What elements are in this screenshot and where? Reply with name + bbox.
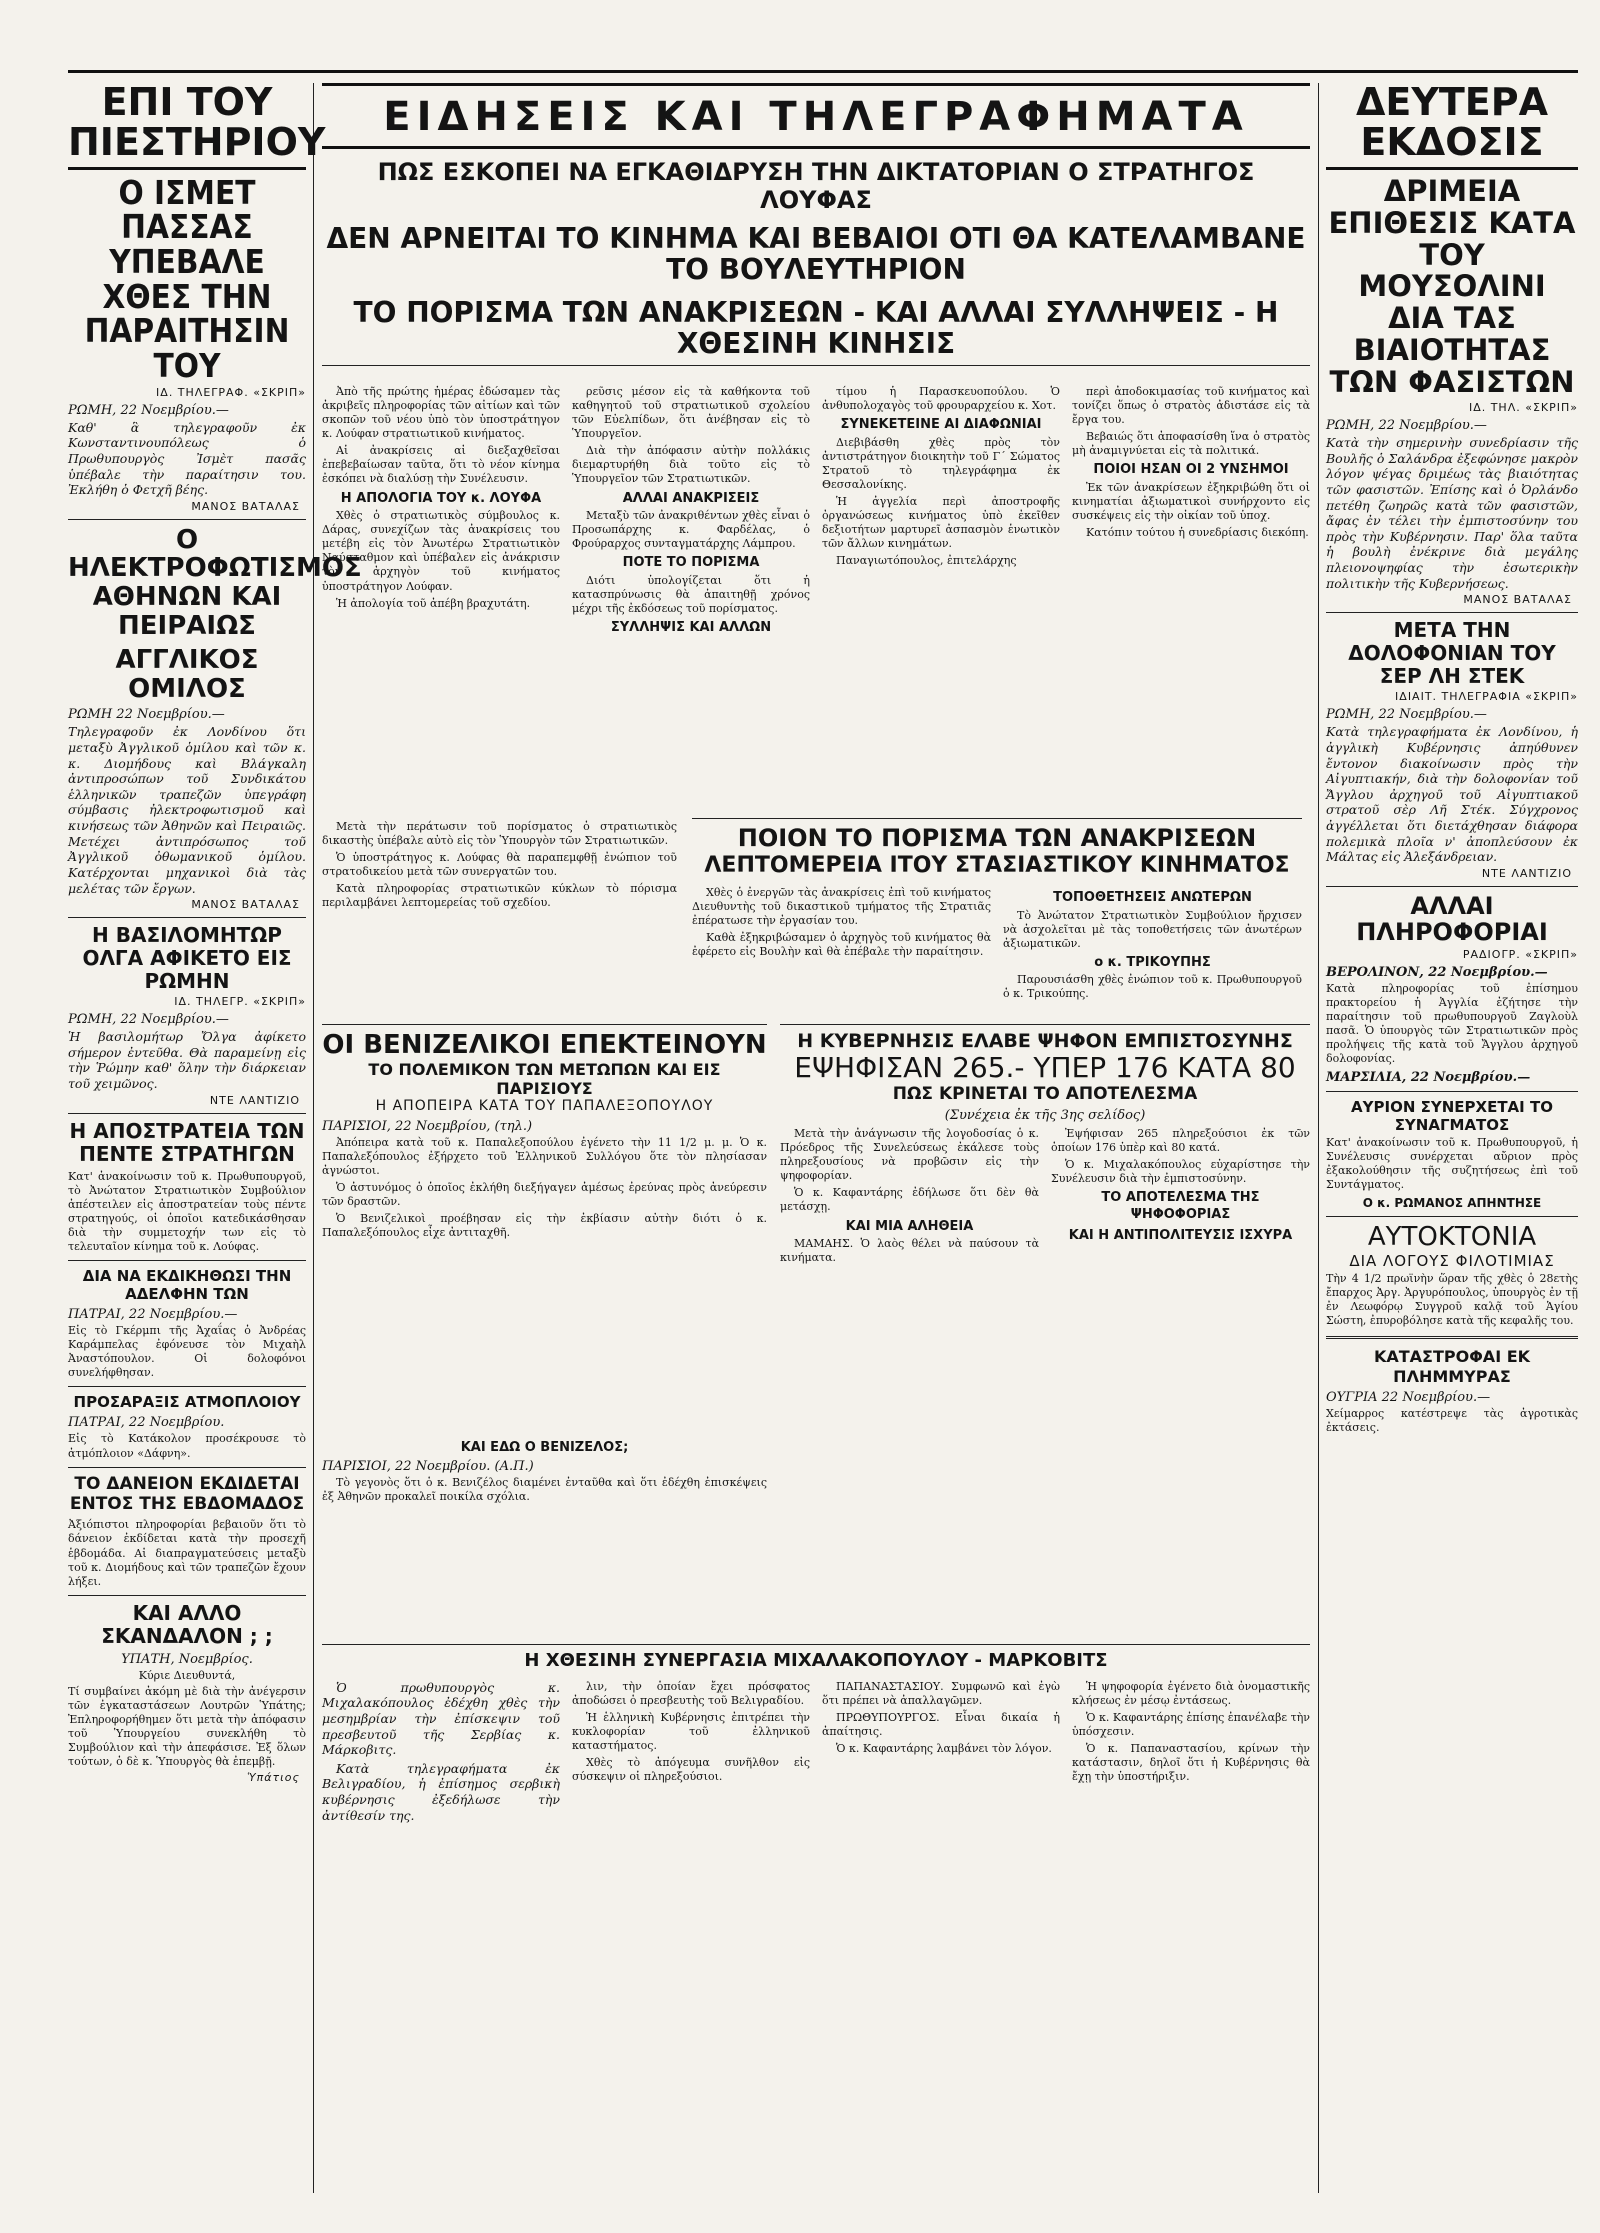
- porisma-tag-2: ο κ. ΤΡΙΚΟΥΠΗΣ: [1094, 954, 1211, 970]
- olga-headline: Η ΒΑΣΙΛΟΜΗΤΩΡ ΟΛΓΑ ΑΦΙΚΕΤΟ ΕΙΣ ΡΩΜΗΝ: [82, 923, 292, 994]
- vouli-col-1: Μετὰ τὴν ἀνάγνωσιν τῆς λογοδοσίας ὁ κ. Πρόεδρος τῆς Συνελεύσεως ἐκάλεσε τοὺς πληρεξουσίους νὰ προβῶσιν εἰς τὴν ψηφοφορίαν. Ὁ κ. Καφαντάρης ἐδήλωσε ὅτι δὲν θὰ μετάσχῃ. ΚΑΙ ΜΙΑ ΑΛΗΘΕΙΑ ΜΑΜΑΗΣ. Ὁ λαὸς θέλει νὰ παύσουν τὰ κινήματα.: [780, 1127, 1039, 1265]
- markovits-col-1: Ὁ πρωθυπουργὸς κ. Μιχαλακόπουλος ἐδέχθη χθὲς τὴν μεσημβρίαν τὴν ἐπίσκεψιν τοῦ πρεσβευτοῦ τῆς Σερβίας κ. Μάρκοβιτς. Κατὰ τηλεγραφήματα ἐκ Βελιγραδίου, ἡ ἐπίσημος σερβικὴ κυβέρνησις ἐξεδήλωσε τὴν ἀντίθεσίν της.: [322, 1679, 560, 1823]
- center-column: [322, 83, 1310, 2213]
- ismet-headline: Ο ΙΣΜΕΤ ΠΑΣΣΑΣ ΥΠΕΒΑΛΕ ΧΘΕΣ ΤΗΝ ΠΑΡΑΙΤΗΣΙΝ ΤΟΥ: [84, 172, 290, 385]
- article-daneion: [68, 1474, 306, 1589]
- center-band: ΕΙΔΗΣΕΙΣ ΚΑΙ ΤΗΛΕΓΡΑΦΗΜΑΤΑ: [322, 83, 1310, 149]
- right-column: [1326, 80, 1578, 2213]
- porisma-tag-1: ΤΟΠΟΘΕΤΗΣΕΙΣ ΑΝΩΤΕΡΩΝ: [1053, 889, 1252, 905]
- apostrateia-headline: Η ΑΠΟΣΤΡΑΤΕΙΑ ΤΩΝ ΠΕΝΤΕ ΣΤΡΑΤΗΓΩΝ: [69, 1118, 305, 1166]
- venizelikoi-sub2: Η ΑΠΟΠΕΙΡΑ ΚΑΤΑ ΤΟΥ ΠΑΠΑΛΕΞΟΠΟΥΛΟΥ: [375, 1097, 714, 1114]
- stek-dateline: ΡΩΜΗ, 22 Νοεμβρίου.—: [1326, 707, 1487, 723]
- venizelikoi-dateline: ΠΑΡΙΣΙΟΙ, 22 Νοεμβρίου, (τηλ.): [322, 1118, 533, 1134]
- aytoktonia-headline: ΑΥΤΟΚΤΟΝΙΑ: [1367, 1222, 1537, 1253]
- tilegrafites-text: Εἰς τὸ Γκέρμπι τῆς Ἀχαΐας ὁ Ἀνδρέας Καράμπελας ἐφόνευσε τὸν Μιχαὴλ Ἀναστόπουλον. Οἱ δολοφόνοι συνελήφθησαν.: [68, 1324, 306, 1380]
- vouli-headline: Η ΚΥΒΕΡΝΗΣΙΣ ΕΛΑΒΕ ΨΗΦΟΝ ΕΜΠΙΣΤΟΣΥΝΗΣ: [797, 1030, 1293, 1052]
- olga-dateline: ΡΩΜΗ, 22 Νοεμβρίου.—: [68, 1012, 229, 1028]
- electro-sig: ΜΑΝΟΣ ΒΑΤΑΛΑΣ: [191, 898, 300, 912]
- vouli-tag-2: ΤΟ ΑΠΟΤΕΛΕΣΜΑ ΤΗΣ ΨΗΦΟΦΟΡΙΑΣ: [1101, 1190, 1260, 1222]
- left-band: ΕΠΙ ΤΟΥ ΠΙΕΣΤΗΡΙΟΥ: [68, 83, 306, 170]
- skandalon-sig: Ὑπάτιος: [246, 1771, 300, 1785]
- article-markovits: [322, 1638, 1310, 2158]
- plirofories-dateline-2: ΜΑΡΣΙΛΙΑ, 22 Νοεμβρίου.—: [1326, 1070, 1531, 1086]
- atmoploion-text: Εἰς τὸ Κατάκολον προσέκρουσε τὸ ἀτμόπλοιον «Δάφνη».: [68, 1432, 306, 1460]
- sub-pyoi: ΠΟΙΟΙ ΗΣΑΝ ΟΙ 2 ΥΝΣΗΜΟΙ: [1093, 462, 1289, 478]
- right-band: ΔΕΥΤΕΡΑ ΕΚΔΟΣΙΣ: [1326, 83, 1578, 170]
- skandalon-text: Τί συμβαίνει ἀκόμη μὲ διὰ τὴν ἀνέγερσιν τῶν ἐγκαταστάσεων Λουτρῶν Ὑπάτης; Ἐπληροφορήθημεν ὅτι μετὰ τὴν ἀπόφασιν τοῦ Ὑπουργείου συνεκλήθη τὸ Συμβούλιον καὶ τὴν ἀπεφάσισε. Ἐξ ὅλων τούτων, ὁ δὲ κ. Ὑπουργὸς θὰ ἐπεμβῇ.: [68, 1684, 306, 1769]
- center-col-3: τίμου ἡ Παρασκευοπούλου. Ὁ ἀνθυπολοχαγὸς τοῦ φρουραρχείου κ. Χοτ. ΣΥΝΕΚΕΤΕΙΝΕ ΑΙ ΔΙΑΦΩΝΙΑΙ Διεβιβάσθη χθὲς πρὸς τὸν ἀντιστράτηγον διοικητὴν τοῦ Γ΄ Σώματος Στρατοῦ τὸ τηλεγράφημα ἐκ Θεσσαλονίκης. Ἡ ἀγγελία περὶ ἀποστροφῆς ὀργανώσεως κινήματος ὑπὸ ἐκεῖθεν δεξιοτήτων μαρτυρεῖ ἀσπασμὸν ἑνωτικὸν τῶν ἄλλων κινημάτων. Παναγιωτόπουλος, ἐπιτελάρχης: [822, 385, 1060, 568]
- stek-sig: ΝΤΕ ΛΑΝΤΙΖΙΟ: [1481, 866, 1572, 880]
- sub-porisma: ΠΟΤΕ ΤΟ ΠΟΡΙΣΜΑ: [622, 555, 760, 571]
- venizelikoi-sub: ΤΟ ΠΟΛΕΜΙΚΟΝ ΤΩΝ ΜΕΤΩΠΩΝ ΚΑΙ ΕΙΣ ΠΑΡΙΣΙΟΥΣ: [368, 1059, 721, 1098]
- olga-text: Ἡ βασιλομήτωρ Ὄλγα ἀφίκετο σήμερον ἐντεῦθα. Θὰ παραμείνῃ εἰς τὴν Ῥώμην καθ' ὅλην τὴν διάρκειαν τοῦ χειμῶνος.: [68, 1029, 306, 1092]
- olga-source: ΙΔ. ΤΗΛΕΓΡ. «ΣΚΡΙΠ»: [174, 995, 306, 1009]
- article-synagermos: [1326, 1098, 1578, 1210]
- skandalon-dateline: ΥΠΑΤΗ, Νοεμβρίος.: [121, 1651, 253, 1667]
- porisma-headline: ΠΟΙΟΝ ΤΟ ΠΟΡΙΣΜΑ ΤΩΝ ΑΝΑΚΡΙΣΕΩΝ: [692, 818, 1302, 853]
- venizelikoi-headline: ΟΙ ΒΕΝΙΖΕΛΙΚΟΙ ΕΠΕΚΤΕΙΝΟΥΝ: [322, 1030, 767, 1060]
- center-headline-2: ΔΕΝ ΑΡΝΕΙΤΑΙ ΤΟ ΚΙΝΗΜΑ ΚΑΙ ΒΕΒΑΙΟΙ ΟΤΙ ΘΑ ΚΑΤΕΛΑΜΒΑΝΕ ΤΟ ΒΟΥΛΕΥΤΗΡΙΟΝ: [326, 222, 1306, 286]
- fascist-dateline: ΡΩΜΗ, 22 Νοεμβρίου.—: [1326, 418, 1487, 434]
- fascist-text: Κατὰ τὴν σημερινὴν συνεδρίασιν τῆς Βουλῆς ὁ Σαλάνδρα ἐξεφώνησε μακρὸν λόγον ψέγας δριμέως τὰς βιαιότητας τῶν φασιστῶν. Ἐπίσης καὶ ὁ Ὀρλάνδο πετέθη ζωηρῶς κατὰ τῶν φασιστῶν, ἄφας ἐν τέλει τὴν ἐμπιστοσύνην του πρὸς τὴν Κυβέρνησιν. Παρ' ὅλα ταῦτα ἡ βουλὴ ἐνέκρινε διὰ μεγάλης πλειονοψηφίας τὴν ἐσωτερικὴν πολιτικὴν τῆς Κυβερνήσεως.: [1326, 435, 1578, 591]
- fascist-sig: ΜΑΝΟΣ ΒΑΤΑΛΑΣ: [1463, 593, 1572, 607]
- katastrofi-dateline: ΟΥΓΡΙΑ 22 Νοεμβρίου.—: [1326, 1389, 1491, 1405]
- article-olga: [68, 924, 306, 1107]
- plirofories-text: Κατὰ πληροφορίας τοῦ ἐπίσημου πρακτορείου ἡ Ἀγγλία ἐζήτησε τὴν παραίτησιν τοῦ πρωθυπουργοῦ Ζαγλοὺλ πασᾶ. Ὁ ὑπουργὸς τῶν Στρατιωτικῶν πρὸς προλήψεις τῆς κατὰ τοῦ Ἄγγλου ἀρχηγοῦ δολοφονίας.: [1326, 981, 1578, 1066]
- article-venizelikoi: [322, 1018, 767, 1588]
- olga-sig: ΝΤΕ ΛΑΝΤΙΖΙΟ: [209, 1093, 300, 1107]
- skandalon-salute: Κύριε Διευθυντά,: [138, 1668, 236, 1682]
- article-fascist: [1326, 173, 1578, 607]
- ismet-sig: ΜΑΝΟΣ ΒΑΤΑΛΑΣ: [191, 499, 300, 513]
- article-stek: [1326, 619, 1578, 880]
- article-plirofories: [1326, 893, 1578, 1085]
- stek-headline: ΜΕΤΑ ΤΗΝ ΔΟΛΟΦΟΝΙΑΝ ΤΟΥ ΣΕΡ ΛΗ ΣΤΕΚ: [1348, 618, 1556, 689]
- article-skandalon: [68, 1602, 306, 1785]
- porisma-col-1: Χθὲς ὁ ἐνεργῶν τὰς ἀνακρίσεις ἐπὶ τοῦ κινήματος Διευθυντὴς τοῦ δικαστικοῦ τμήματος τῆς Στρατιᾶς ἐπέρατωσε τὴν ἐργασίαν του. Καθὰ ἐξηκριβώσαμεν ὁ ἀρχηγὸς τοῦ κινήματος θὰ ἐφέρετο εἰς Βουλὴν καὶ θὰ ἐπέβαλε τὴν παραίτησιν.: [692, 885, 991, 959]
- plirofories-source: ΡΑΔΙΟΓΡ. «ΣΚΡΙΠ»: [1462, 947, 1578, 961]
- electro-dateline: ΡΩΜΗ 22 Νοεμβρίου.—: [68, 707, 225, 723]
- skandalon-headline: ΚΑΙ ΑΛΛΟ ΣΚΑΝΔΑΛΟΝ ; ;: [101, 1600, 273, 1648]
- stek-source: ΙΔΙΑΙΤ. ΤΗΛΕΓΡΑΦΙΑ «ΣΚΡΙΠ»: [1395, 690, 1578, 704]
- electro-headline: Ο ΗΛΕΚΤΡΟΦΩΤΙΣΜΟΣ ΑΘΗΝΩΝ ΚΑΙ ΠΕΙΡΑΙΩΣ: [68, 524, 362, 641]
- left-column: [68, 80, 362, 2213]
- fascist-source: ΙΔ. ΤΗΛ. «ΣΚΡΙΠ»: [1468, 401, 1578, 415]
- tilegrafites-headline: ΔΙΑ ΝΑ ΕΚΔΙΚΗΘΩΣΙ ΤΗΝ ΑΔΕΛΦΗΝ ΤΩΝ: [82, 1267, 292, 1304]
- vouli-sub: ΕΨΗΦΙΣΑΝ 265.- ΥΠΕΡ 176 ΚΑΤΑ 80: [794, 1050, 1296, 1084]
- katastrofi-text: Χείμαρρος κατέστρεψε τὰς ἀγροτικὰς ἐκτάσεις.: [1326, 1406, 1578, 1434]
- sub-alles: ΑΛΛΑΙ ΑΝΑΚΡΙΣΕΙΣ: [622, 490, 760, 506]
- electro-sub: ΑΓΓΛΙΚΟΣ ΟΜΙΛΟΣ: [115, 645, 259, 704]
- fascist-headline: ΔΡΙΜΕΙΑ ΕΠΙΘΕΣΙΣ ΚΑΤΑ ΤΟΥ ΜΟΥΣΟΛΙΝΙ ΔΙΑ ΤΑΣ ΒΙΑΙΟΤΗΤΑΣ ΤΩΝ ΦΑΣΙΣΤΩΝ: [1328, 173, 1576, 400]
- vouli-tag-3: ΚΑΙ Η ΑΝΤΙΠΟΛΙΤΕΥΣΙΣ ΙΣΧΥΡΑ: [1068, 1227, 1293, 1243]
- venizelikoi-dateline-2: ΠΑΡΙΣΙΟΙ, 22 Νοεμβρίου. (Α.Π.): [322, 1458, 534, 1474]
- synagermos-text: Κατ' ἀνακοίνωσιν τοῦ κ. Πρωθυπουργοῦ, ἡ Συνέλευσις συνέρχεται αὔριον πρὸς ἐξακολούθησιν τῆς συζητήσεως ἐπὶ τοῦ Συντάγματος.: [1326, 1136, 1578, 1192]
- sub-diafwnia: ΣΥΝΕΚΕΤΕΙΝΕ ΑΙ ΔΙΑΦΩΝΙΑΙ: [840, 417, 1042, 433]
- vouli-sub2: ΠΩΣ ΚΡΙΝΕΤΑΙ ΤΟ ΑΠΟΤΕΛΕΣΜΑ: [892, 1083, 1198, 1104]
- markovits-headline: Η ΧΘΕΣΙΝΗ ΣΥΝΕΡΓΑΣΙΑ ΜΙΧΑΛΑΚΟΠΟΥΛΟΥ - ΜΑΡΚΟΒΙΤΣ: [524, 1650, 1108, 1671]
- vouli-tag-1: ΚΑΙ ΜΙΑ ΑΛΗΘΕΙΑ: [845, 1218, 974, 1234]
- synagermos-sig: Ο κ. ΡΩΜΑΝΟΣ ΑΠΗΝΤΗΣΕ: [1362, 1196, 1542, 1211]
- venizelikoi-text-2: Τὸ γεγονὸς ὅτι ὁ κ. Βενιζέλος διαμένει ἐνταῦθα καὶ ὅτι ἐδέχθη ἐπισκέψεις ἐξ Ἀθηνῶν προκαλεῖ ποικίλα σχόλια.: [322, 1475, 767, 1503]
- center-col-1: Ἀπὸ τῆς πρώτης ἡμέρας ἐδώσαμεν τὰς ἀκριβεῖς πληροφορίας τῶν αἰτίων καὶ τῶν σκοπῶν τοῦ νέου ὑπὸ τὸν ὑποστράτηγον κ. Λούφαν στρατιωτικοῦ κινήματος. Αἱ ἀνακρίσεις αἱ διεξαχθεῖσαι ἐπεβεβαίωσαν ταῦτα, ὅτι τὸ νέον κίνημα ἐσκόπει νὰ διαλύσῃ τὴν Συνέλευσιν. Η ΑΠΟΛΟΓΙΑ ΤΟΥ κ. ΛΟΥΦΑ Χθὲς ὁ στρατιωτικὸς σύμβουλος κ. Δάρας, συνεχίζων τὰς ἀνακρίσεις του μετέβη εἰς τὸν Ἀνωτέρω Στρατιωτικὸν Ναύσταθμον καὶ ὑπέβαλεν εἰς ἀνάκρισιν τὸν ἀρχηγὸν τοῦ κινήματος ὑποστράτηγον Λούφαν. Ἡ ἀπολογία τοῦ ἀπέβη βραχυτάτη.: [322, 385, 560, 610]
- center-col-4: περὶ ἀποδοκιμασίας τοῦ κινήματος καὶ τονίζει ὅπως ὁ στρατὸς ἀδιστάσε εἰς τὰ ἔργα του. Βεβαιώς ὅτι ἀποφασίσθη ἵνα ὁ στρατὸς μὴ ἀναμιγνύεται εἰς τὰ πολιτικά. ΠΟΙΟΙ ΗΣΑΝ ΟΙ 2 ΥΝΣΗΜΟΙ Ἐκ τῶν ἀνακρίσεων ἐξηκριβώθη ὅτι οἱ κινηματίαι ἀξιωματικοὶ συνήρχοντο εἰς συσκέψεις εἰς τὴν οἰκίαν τοῦ ὑποχ. Κατόπιν τούτου ἡ συνεδρίασις διεκόπη.: [1072, 385, 1310, 540]
- article-electro: [68, 524, 362, 912]
- sub-apologia: Η ΑΠΟΛΟΓΙΑ ΤΟΥ κ. ΛΟΥΦΑ: [340, 490, 542, 506]
- markovits-col-4: Ἡ ψηφοφορία ἐγένετο διὰ ὀνομαστικῆς κλήσεως ἐν μέσῳ ἐντάσεως. Ὁ κ. Καφαντάρης ἐπίσης ἐπανέλαβε τὴν ὑπόσχεσιν. Ὁ κ. Παπαναστασίου, κρίνων τὴν κατάστασιν, δηλοῖ ὅτι ἡ Κυβέρνησις θὰ ἔχῃ τὴν ὑποστήριξιν.: [1072, 1679, 1310, 1784]
- article-tilegrafites: [68, 1267, 306, 1380]
- venizelikoi-tag: ΚΑΙ ΕΔΩ Ο ΒΕΝΙΖΕΛΟΣ;: [460, 1439, 629, 1455]
- center-upper-columns: [322, 383, 1310, 813]
- vouli-col-2: Ἐψήφισαν 265 πληρεξούσιοι ἐκ τῶν ὁποίων 176 ὑπὲρ καὶ 80 κατά. Ὁ κ. Μιχαλακόπουλος εὐχαρίστησε τὴν Συνέλευσιν διὰ τὴν ἐμπιστοσύνην. ΤΟ ΑΠΟΤΕΛΕΣΜΑ ΤΗΣ ΨΗΦΟΦΟΡΙΑΣ ΚΑΙ Η ΑΝΤΙΠΟΛΙΤΕΥΣΙΣ ΙΣΧΥΡΑ: [1051, 1127, 1310, 1243]
- article-ismet: [68, 172, 306, 513]
- markovits-col-2: λιν, τὴν ὁποίαν ἔχει πρόσφατος ἀποδώσει ὁ πρεσβευτὴς τοῦ Βελιγραδίου. Ἡ ἑλληνικὴ Κυβέρνησις ἐπιτρέπει τὴν κυκλοφορίαν τοῦ ἐλληνικοῦ καταστήματος. Χθὲς τὸ ἀπόγευμα συνῆλθον εἰς σύσκεψιν οἱ πληρεξούσιοι.: [572, 1679, 810, 1784]
- aytoktonia-sub: ΔΙΑ ΛΟΓΟΥΣ ΦΙΛΟΤΙΜΙΑΣ: [1349, 1252, 1555, 1271]
- plirofories-headline: ΑΛΛΑΙ ΠΛΗΡΟΦΟΡΙΑΙ: [1356, 891, 1548, 947]
- ismet-dateline: ΡΩΜΗ, 22 Νοεμβρίου.—: [68, 402, 229, 418]
- vouli-note: (Συνέχεια ἐκ τῆς 3ης σελίδος): [944, 1108, 1146, 1124]
- katastrofi-headline: ΚΑΤΑΣΤΡΟΦΑΙ ΕΚ ΠΛΗΜΜΥΡΑΣ: [1373, 1347, 1531, 1386]
- ismet-text: Καθ' ἃ τηλεγραφοῦν ἐκ Κωνσταντινουπόλεως ὁ Πρωθυπουργὸς Ἰσμὲτ πασᾶς ὑπέβαλε τὴν παραίτησιν του. Ἐκλήθη ὁ Φετχῆ βέης.: [68, 419, 306, 498]
- article-atmoploion: [68, 1393, 306, 1460]
- atmoploion-headline: ΠΡΟΣΑΡΑΞΙΣ ΑΤΜΟΠΛΟΙΟΥ: [73, 1393, 301, 1412]
- center-mid-text: Μετὰ τὴν περάτωσιν τοῦ πορίσματος ὁ στρατιωτικὸς δικαστὴς ὑπέβαλε αὐτὸ εἰς τὸν Ὑπουργὸν τῶν Στρατιωτικῶν. Ὁ ὑποστράτηγος κ. Λούφας θὰ παραπεμφθῇ ἐνώπιον τοῦ στρατοδικείου μετὰ τῶν συνεργατῶν του. Κατὰ πληροφορίας στρατιωτικῶν κύκλων τὸ πόρισμα περιλαμβάνει λεπτομερείας τοῦ σχεδίου.: [322, 820, 677, 910]
- synagermos-headline: ΑΥΡΙΟΝ ΣΥΝΕΡΧΕΤΑΙ ΤΟ ΣΥΝΑΓΜΑΤΟΣ: [1351, 1098, 1553, 1135]
- tilegrafites-dateline: ΠΑΤΡΑΙ, 22 Νοεμβρίου.—: [68, 1307, 238, 1323]
- center-headline-1: ΠΩΣ ΕΣΚΟΠΕΙ ΝΑ ΕΓΚΑΘΙΔΡΥΣΗ ΤΗΝ ΔΙΚΤΑΤΟΡΙΑΝ Ο ΣΤΡΑΤΗΓΟΣ ΛΟΥΦΑΣ: [377, 158, 1255, 214]
- porisma-sub: ΛΕΠΤΟΜΕΡΕΙΑ ΙΤΟΥ ΣΤΑΣΙΑΣΤΙΚΟΥ ΚΙΝΗΜΑΤΟΣ: [704, 852, 1290, 878]
- daneion-headline: ΤΟ ΔΑΝΕΙΟΝ ΕΚΔΙΔΕΤΑΙ ΕΝΤΟΣ ΤΗΣ ΕΒΔΟΜΑΔΟΣ: [69, 1473, 305, 1515]
- venizelikoi-text: Ἀπόπειρα κατὰ τοῦ κ. Παπαλεξοπούλου ἐγένετο τὴν 11 1/2 μ. μ. Ὁ κ. Παπαλεξόπουλος ἐξήρχετο τοῦ Ἑλληνικοῦ Συλλόγου ὅτε τὸν πλησίασαν ἀγνώστοι. Ὁ ἀστυνόμος ὁ ὁποῖος ἐκλήθη διεξήγαγεν ἀμέσως ἐρεύνας πρὸς ἀνεύρεσιν τῶν δραστῶν. Ὁ Βενιζελικοὶ προέβησαν εἰς τὴν ἐκβίασιν αὐτὴν διότι ὁ κ. Παπαλεξόπουλος εἶχε ἀντιταχθῆ.: [322, 1135, 767, 1240]
- article-aytoktonia: [1326, 1223, 1578, 1328]
- apostrateia-text: Κατ' ἀνακοίνωσιν τοῦ κ. Πρωθυπουργοῦ, τὸ Ἀνώτατον Στρατιωτικὸν Συμβούλιον ἀπέστειλεν εἰς ἀποστρατείαν τοὺς πέντε στρατηγούς, οἱ ὁποῖοι κατεδικάσθησαν διὰ τὴν συμμετοχήν των εἰς τὸ τελευταῖον κίνημα τοῦ κ. Λούφας.: [68, 1169, 306, 1254]
- article-apostrateia: [68, 1120, 306, 1254]
- porisma-col-2: ΤΟΠΟΘΕΤΗΣΕΙΣ ΑΝΩΤΕΡΩΝ Τὸ Ἀνώτατον Στρατιωτικὸν Συμβούλιον ἤρχισεν νὰ ἀσχολεῖται μὲ τὰς τοποθετήσεις τῶν ἀνωτέρων ἀξιωματικῶν. ο κ. ΤΡΙΚΟΥΠΗΣ Παρουσιάσθη χθὲς ἐνώπιον τοῦ κ. Πρωθυπουργοῦ ὁ κ. Τρικούπης.: [1003, 889, 1302, 1001]
- article-vouli: [780, 1018, 1310, 1425]
- daneion-text: Ἀξιόπιστοι πληροφορίαι βεβαιοῦν ὅτι τὸ δάνειον ἐκδίδεται κατὰ τὴν προσεχῆ ἑβδομάδα. Αἱ διαπραγματεύσεις μεταξὺ τοῦ κ. Διομήδους καὶ τῶν τραπεζῶν ἔχουν λήξει.: [68, 1518, 306, 1588]
- atmoploion-dateline: ΠΑΤΡΑΙ, 22 Νοεμβρίου.: [68, 1415, 225, 1431]
- sub-syllipsis: ΣΥΛΛΗΨΙΣ ΚΑΙ ΑΛΛΩΝ: [610, 620, 772, 636]
- electro-text: Τηλεγραφοῦν ἐκ Λονδίνου ὅτι μεταξὺ Ἀγγλικοῦ ὁμίλου καὶ τῶν κ. κ. Διομήδους καὶ Βλάγκαλη ἀντιπροσώπων τοῦ Συνδικάτου ἑλληνικῶν τραπεζῶν ὑπεγράφη σύμβασις ἠλεκτροφωτισμοῦ καὶ κινήσεως τῶν Ἀθηνῶν καὶ Πειραιῶς. Μετέχει ἀντιπρόσωπος τοῦ Ἀγγλικοῦ ὀθωμανικοῦ ὁμίλου. Κατέρχονται μηχανικοὶ διὰ τὰς μελέτας τῶν ἔργων.: [68, 724, 306, 896]
- stek-text: Κατὰ τηλεγραφήματα ἐκ Λονδίνου, ἡ ἀγγλικὴ Κυβέρνησις ἀπηύθυνεν ἔντονον διακοίνωσιν πρὸς τὴν Αἰγυπτιακήν, διὰ τὴν δολοφονίαν τοῦ Ἄγγλου ἀρχηγοῦ τοῦ Αἰγυπτιακοῦ στρατοῦ σὲρ Λῆ Στέκ. Σύγχρονος ἀγγέλλεται ὅτι διετάχθησαν διάφορα πολεμικὰ πλοῖα ν' ἀποπλεύσουν ἐκ Μάλτας εἰς Ἀλεξάνδρειαν.: [1326, 724, 1578, 865]
- center-col-2: ρεῦσις μέσον εἰς τὰ καθήκοντα τοῦ καθηγητοῦ τοῦ στρατιωτικοῦ σχολείου τῶν Εὐελπίδων, ὅτι ἀνέβησαν εἰς τὸ Ὑπουργεῖον. Διὰ τὴν ἀπόφασιν αὐτὴν πολλάκις διεμαρτυρήθη διὰ τοῦτο εἰς τὸ Ὑπουργεῖον τῶν Στρατιωτικῶν. ΑΛΛΑΙ ΑΝΑΚΡΙΣΕΙΣ Μεταξὺ τῶν ἀνακριθέντων χθὲς εἶναι ὁ Προσωπάρχης κ. Φαρδέλας, ὁ Φρούραρχος συνταγματάρχης Λάμπρου. ΠΟΤΕ ΤΟ ΠΟΡΙΣΜΑ Διότι ὑπολογίζεται ὅτι ἡ κατασπρύνωσις θὰ ἀπαιτηθῇ χρόνος μέχρι τῆς ἐκδόσεως τοῦ πορίσματος. ΣΥΛΛΗΨΙΣ ΚΑΙ ΑΛΛΩΝ: [572, 385, 810, 636]
- center-headline-3: ΤΟ ΠΟΡΙΣΜΑ ΤΩΝ ΑΝΑΚΡΙΣΕΩΝ - ΚΑΙ ΑΛΛΑΙ ΣΥΛΛΗΨΕΙΣ - Η ΧΘΕΣΙΝΗ ΚΙΝΗΣΙΣ: [353, 295, 1279, 360]
- plirofories-dateline: ΒΕΡΟΛΙΝΟΝ, 22 Νοεμβρίου.—: [1326, 964, 1548, 980]
- aytoktonia-text: Τὴν 4 1/2 πρωϊνὴν ὥραν τῆς χθὲς ὁ 28ετὴς ἔπαρχος Ἀργ. Ἀργυρόπουλος, ὑπουργὸς ἐν τῇ ἐν Λεωφόρῳ Συγγροῦ καλᾷ τοῦ Ἁγίου Σώστη, ἐπυροβόλησε κατὰ τῆς κεφαλῆς του.: [1326, 1272, 1578, 1328]
- markovits-col-3: ΠΑΠΑΝΑΣΤΑΣΙΟΥ. Συμφωνῶ καὶ ἐγὼ ὅτι πρέπει νὰ ἀπαλλαγῶμεν. ΠΡΩΘΥΠΟΥΡΓΟΣ. Εἶναι δικαία ἡ ἀπαίτησις. Ὁ κ. Καφαντάρης λαμβάνει τὸν λόγον.: [822, 1679, 1060, 1755]
- ismet-source: ΙΔ. ΤΗΛΕΓΡΑΦ. «ΣΚΡΙΠ»: [156, 385, 306, 399]
- article-katastrofi: [1326, 1347, 1578, 1435]
